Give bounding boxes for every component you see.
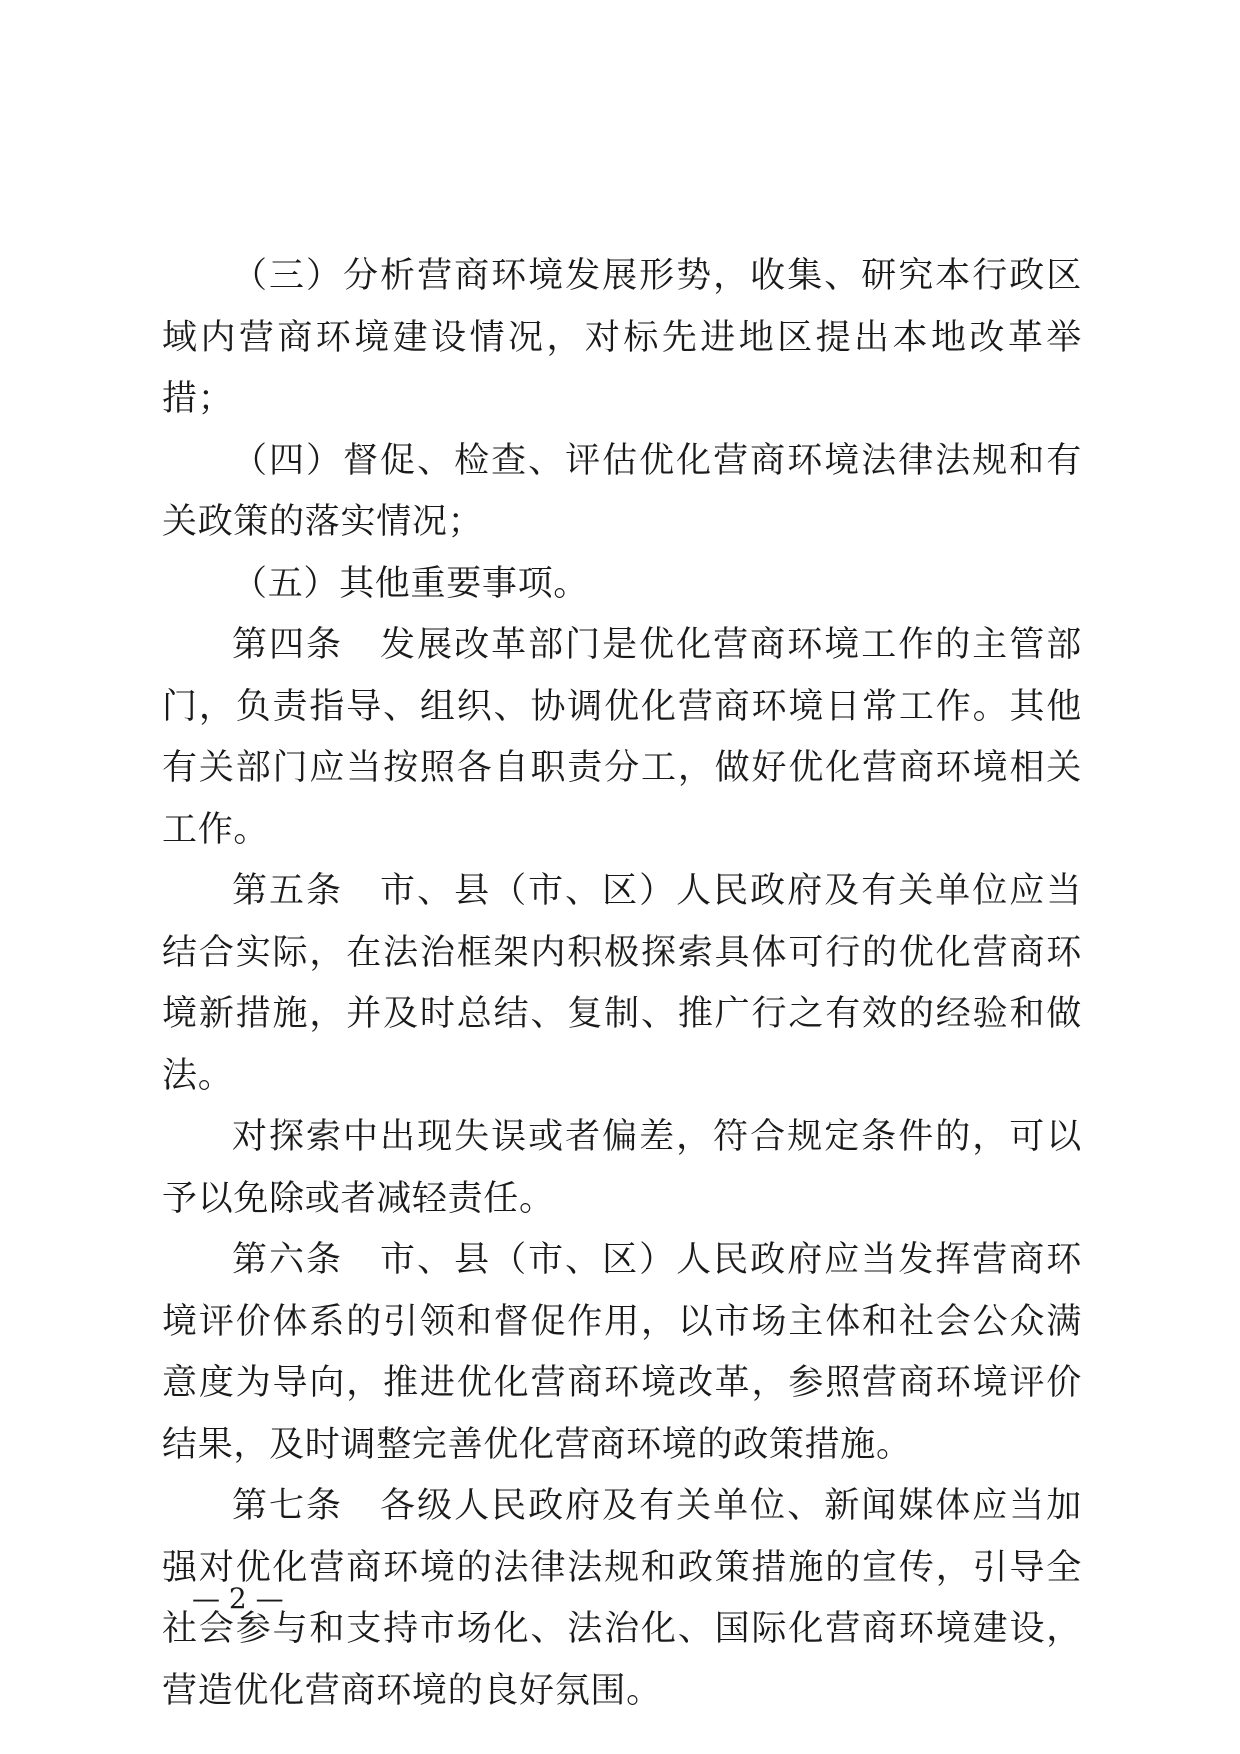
page-number: — 2 — — [192, 1582, 284, 1615]
article-7-paragraph: 第七条 各级人民政府及有关单位、新闻媒体应当加强对优化营商环境的法律法规和政策措施的宣传，引导全社会参与和支持市场化、法治化、国际化营商环境建设，营造优化营商环境的良好氛围。 — [162, 1486, 1082, 1711]
clause-3-paragraph: （三）分析营商环境发展形势，收集、研究本行政区域内营商环境建设情况，对标先进地区提出本地改革举措； — [162, 256, 1082, 419]
article-4-paragraph: 第四条 发展改革部门是优化营商环境工作的主管部门，负责指导、组织、协调优化营商环境日常工作。其他有关部门应当按照各自职责分工，做好优化营商环境相关工作。 — [162, 625, 1082, 850]
article-5-paragraph: 第五条 市、县（市、区）人民政府及有关单位应当结合实际，在法治框架内积极探索具体可行的优化营商环境新措施，并及时总结、复制、推广行之有效的经验和做法。 — [162, 871, 1082, 1096]
article-6-paragraph: 第六条 市、县（市、区）人民政府应当发挥营商环境评价体系的引领和督促作用，以市场主体和社会公众满意度为导向，推进优化营商环境改革，参照营商环境评价结果，及时调整完善优化营商环境的政策措施。 — [162, 1240, 1082, 1465]
document-body — [162, 246, 1082, 1722]
clause-5-paragraph: （五）其他重要事项。 — [232, 563, 590, 604]
clause-4-paragraph: （四）督促、检查、评估优化营商环境法律法规和有关政策的落实情况； — [162, 440, 1082, 542]
article-5-subparagraph: 对探索中出现失误或者偏差，符合规定条件的，可以予以免除或者减轻责任。 — [162, 1117, 1082, 1219]
